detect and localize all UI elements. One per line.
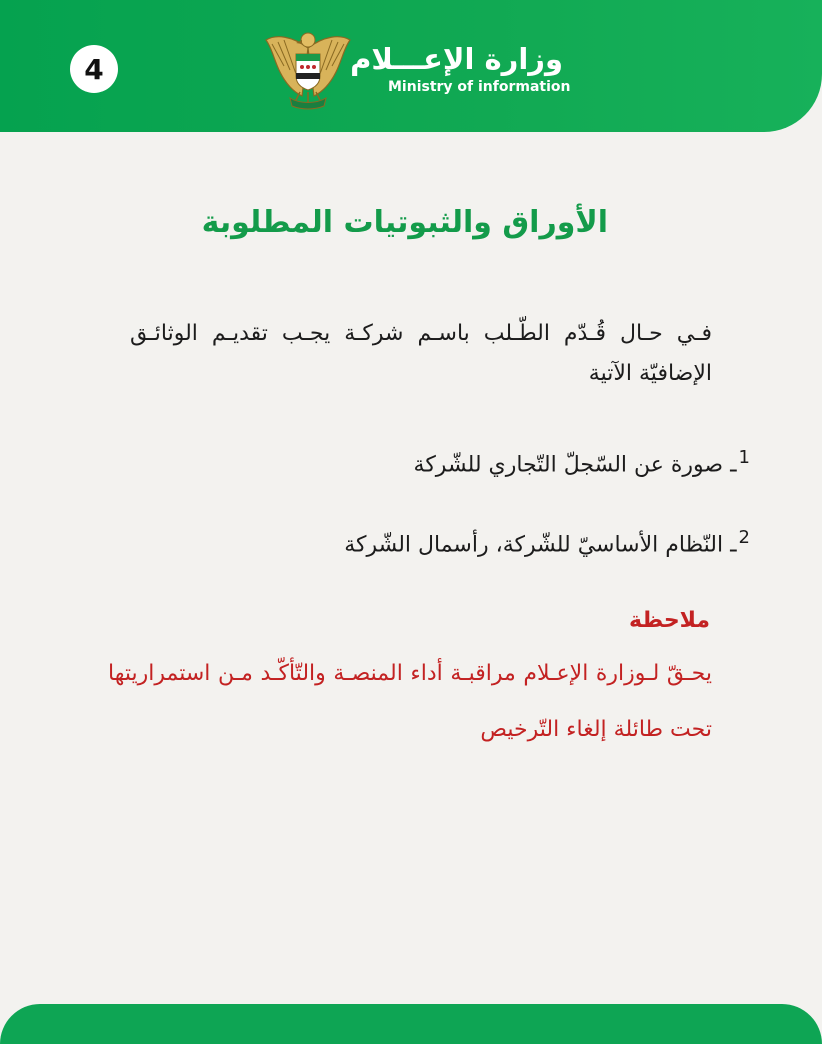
list-item-text: ـ صورة عن السّجلّ التّجاري للشّركة xyxy=(413,452,737,478)
page-title: الأوراق والثبوتيات المطلوبة xyxy=(201,205,608,240)
ministry-name-english: Ministry of information xyxy=(388,79,571,95)
list-item-number: 2 xyxy=(738,527,750,548)
list-item xyxy=(300,447,750,477)
note-text: يحـقّ لـوزارة الإعـلام مراقبـة أداء المنصـة والتّأكّـد مـن استمراريتها تحت طائلة إلغاء التّرخيص xyxy=(108,661,712,742)
list-item-text: ـ النّظام الأساسيّ للشّركة، رأسمال الشّركة xyxy=(344,532,737,558)
list-item xyxy=(300,527,750,557)
footer-bar xyxy=(0,1004,822,1044)
list-item-number: 1 xyxy=(738,447,750,468)
header-bar xyxy=(0,0,822,132)
page-number-badge: 4 xyxy=(70,45,118,93)
ministry-name-arabic: وزارة الإعـــلام xyxy=(350,42,563,76)
syrian-eagle-emblem-icon xyxy=(262,26,354,114)
note-heading: ملاحظة xyxy=(629,608,710,633)
intro-paragraph: فـي حـال قُـدّم الطّـلب باسـم شركـة يجـب تقديـم الوثائـق الإضافيّة الآتية xyxy=(130,321,712,386)
